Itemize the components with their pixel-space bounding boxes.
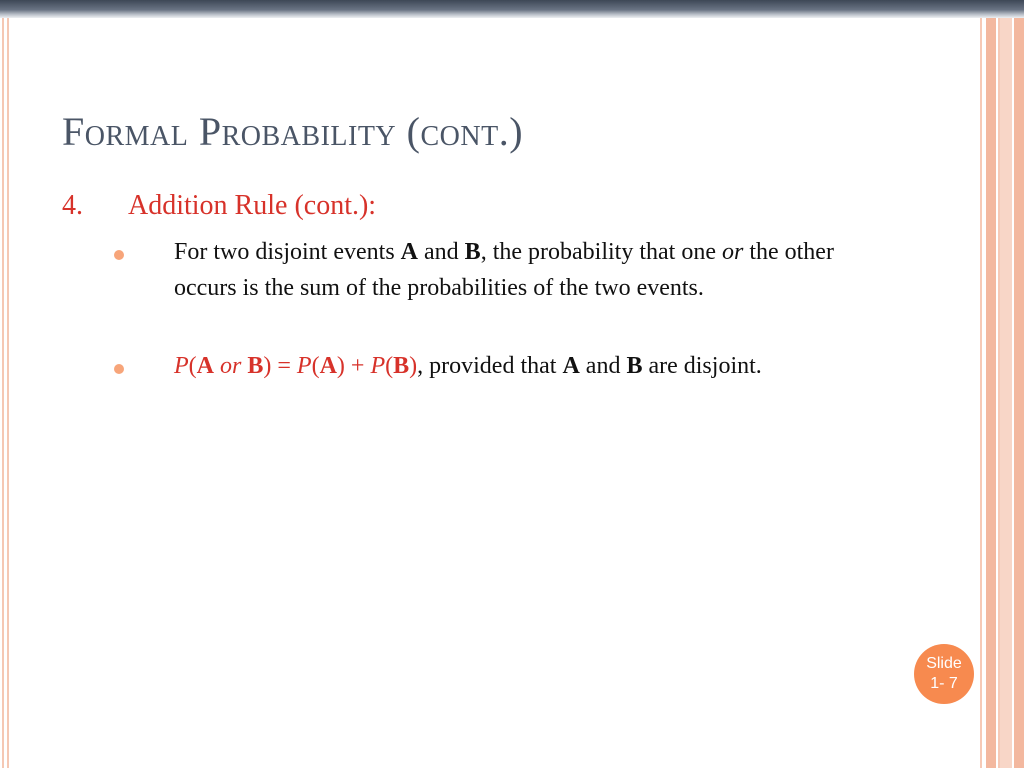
text-span: , the probability that one (480, 239, 722, 265)
formula-p: P (370, 353, 386, 379)
event-a: A (562, 353, 580, 379)
numbered-item (62, 190, 376, 222)
formula-b: B (393, 353, 410, 379)
formula-equals: ) = (263, 353, 297, 379)
formula-p: P (174, 353, 189, 379)
badge-line-1: Slide (926, 655, 962, 672)
event-a: A (400, 239, 419, 265)
emphasis-or: or (721, 239, 744, 265)
slide-title: Formal Probability (cont.) (62, 109, 524, 154)
badge-line-2: 1- 7 (930, 675, 958, 692)
left-border-decoration (0, 18, 12, 768)
formula-paren: ) (409, 353, 418, 379)
text-span: are disjoint. (642, 353, 762, 379)
bullet-dot-icon (114, 364, 124, 374)
event-b: B (626, 353, 643, 379)
formula-or: or (214, 353, 248, 379)
bullet-text-2 (174, 348, 894, 384)
item-heading: Addition Rule (cont.): (128, 190, 377, 221)
formula-a: A (196, 353, 215, 379)
top-bar (0, 0, 1024, 18)
formula-paren: ( (385, 353, 394, 379)
text-span: For two disjoint events (174, 239, 401, 265)
right-border-decoration (976, 18, 1024, 768)
item-number: 4. (62, 190, 83, 221)
text-span: the other occurs is the sum of the probabilities of the two events. (174, 239, 834, 301)
text-span: and (579, 353, 627, 379)
text-span: and (418, 239, 465, 265)
formula-plus: ) + (336, 353, 371, 379)
event-b: B (464, 239, 481, 265)
bullet-text-1 (174, 234, 894, 306)
text-span: , provided that (417, 353, 563, 379)
formula-b: B (247, 353, 264, 379)
formula-a: A (319, 353, 337, 379)
formula-paren: ( (188, 353, 197, 379)
formula (174, 353, 417, 379)
formula-p: P (296, 353, 312, 379)
slide-number-badge (914, 644, 974, 704)
formula-paren: ( (311, 353, 320, 379)
bullet-dot-icon (114, 250, 124, 260)
